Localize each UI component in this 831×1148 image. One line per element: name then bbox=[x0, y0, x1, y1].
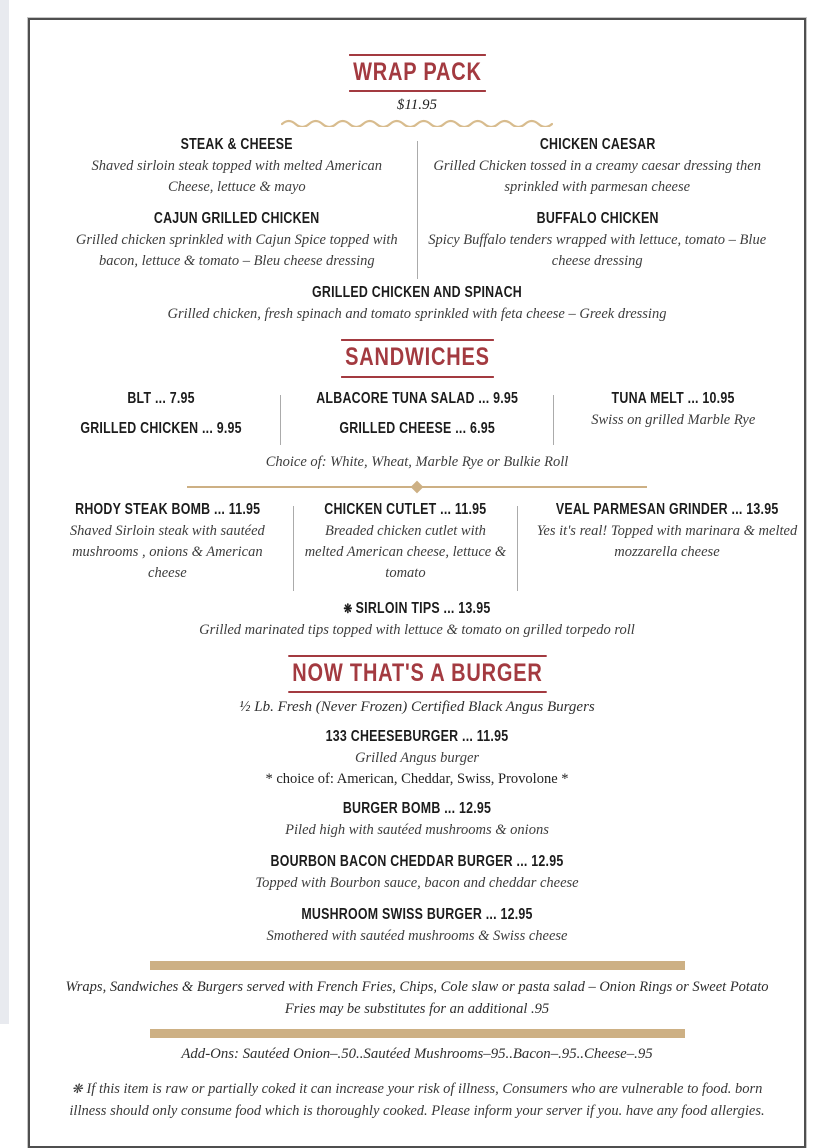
item-description: Breaded chicken cutlet with melted American cheese, lettuce & tomato bbox=[304, 522, 507, 581]
item-name: RHODY STEAK BOMB ... 11.95 bbox=[74, 500, 260, 518]
burgers-title: NOW THAT'S A BURGER bbox=[288, 655, 546, 693]
menu-item-cajun-grilled-chicken bbox=[57, 210, 416, 272]
menu-item-133-cheeseburger bbox=[30, 728, 804, 788]
item-name: BUFFALO CHICKEN bbox=[536, 210, 659, 228]
diamond-ornament bbox=[411, 480, 424, 493]
menu-item-sirloin-tips bbox=[30, 600, 804, 641]
menu-item-grilled-cheese bbox=[281, 420, 553, 438]
section-wrap-pack bbox=[30, 54, 804, 325]
sandwiches-row2 bbox=[42, 500, 798, 596]
menu-item-buffalo-chicken bbox=[418, 210, 777, 272]
sides-note: Wraps, Sandwiches & Burgers served with French Fries, Chips, Cole slaw or pasta salad – Onion Rings or Sweet Potato Fries may be substitutes for an additional .95 bbox=[65, 978, 769, 1017]
menu-item-mushroom-swiss-burger bbox=[30, 906, 804, 947]
addons-note: Add-Ons: Sautéed Onion–.50..Sautéed Mushrooms–95..Bacon–.95..Cheese–.95 bbox=[181, 1046, 653, 1063]
wrap-pack-right-column bbox=[418, 136, 777, 284]
item-name: GRILLED CHICKEN AND SPINACH bbox=[312, 284, 522, 302]
item-name: GRILLED CHICKEN ... 9.95 bbox=[79, 419, 242, 437]
item-name: ALBACORE TUNA SALAD ... 9.95 bbox=[316, 389, 518, 407]
menu-page bbox=[28, 18, 806, 1148]
raw-food-warning-icon: ❋ bbox=[71, 1081, 83, 1097]
section-footer-notes bbox=[30, 961, 804, 1123]
item-name: BURGER BOMB ... 12.95 bbox=[342, 799, 492, 817]
item-description: Topped with Bourbon sauce, bacon and cheddar cheese bbox=[255, 874, 579, 891]
wrap-pack-price: $11.95 bbox=[396, 97, 438, 114]
menu-item-chicken-caesar bbox=[418, 136, 777, 198]
item-name: BLT ... 7.95 bbox=[126, 389, 195, 407]
item-name: CAJUN GRILLED CHICKEN bbox=[154, 210, 320, 228]
cheese-choice-note: * choice of: American, Cheddar, Swiss, Provolone * bbox=[265, 770, 569, 787]
menu-item-grilled-chicken-sandwich bbox=[42, 420, 280, 438]
menu-item-steak-and-cheese bbox=[57, 136, 416, 198]
menu-item-albacore-tuna-salad bbox=[281, 390, 553, 408]
tan-divider-bar bbox=[150, 1029, 685, 1038]
item-description: Grilled Angus burger bbox=[354, 749, 480, 766]
menu-item-burger-bomb bbox=[30, 800, 804, 841]
sandwiches-title: SANDWICHES bbox=[341, 339, 494, 377]
item-description: Smothered with sautéed mushrooms & Swiss cheese bbox=[266, 927, 568, 944]
menu-item-bourbon-bacon-cheddar-burger bbox=[30, 853, 804, 894]
item-description: Shaved Sirloin steak with sautéed mushrooms , onions & American cheese bbox=[69, 522, 265, 581]
burgers-subtitle: ½ Lb. Fresh (Never Frozen) Certified Black Angus Burgers bbox=[239, 698, 595, 715]
item-name: TUNA MELT ... 10.95 bbox=[611, 389, 735, 407]
sandwiches-row1 bbox=[42, 390, 793, 450]
tan-divider-bar bbox=[150, 961, 685, 970]
item-name: GRILLED CHEESE ... 6.95 bbox=[339, 419, 495, 437]
ornament-divider bbox=[187, 486, 647, 488]
item-name: STEAK & CHEESE bbox=[180, 136, 293, 154]
item-name: 133 CHEESEBURGER ... 11.95 bbox=[325, 727, 509, 745]
item-description: Spicy Buffalo tenders wrapped with lettuce, tomato – Blue cheese dressing bbox=[428, 232, 767, 270]
item-description: Grilled chicken sprinkled with Cajun Spice topped with bacon, lettuce & tomato – Bleu cheese dressing bbox=[75, 232, 398, 270]
allergy-disclaimer bbox=[55, 1079, 780, 1123]
item-name: BOURBON BACON CHEDDAR BURGER ... 12.95 bbox=[270, 852, 564, 870]
sandwiches-col3 bbox=[554, 390, 792, 443]
viewer-left-edge bbox=[0, 0, 9, 1024]
bread-choice-note: Choice of: White, Wheat, Marble Rye or Bulkie Roll bbox=[265, 453, 569, 470]
item-description: Piled high with sautéed mushrooms & onions bbox=[285, 821, 549, 838]
wrap-pack-left-column bbox=[57, 136, 416, 284]
menu-item-blt bbox=[42, 390, 280, 408]
sandwiches-col1 bbox=[42, 390, 280, 450]
item-name: CHICKEN CUTLET ... 11.95 bbox=[324, 500, 487, 518]
wavy-divider bbox=[30, 117, 804, 127]
menu-item-veal-parmesan-grinder bbox=[518, 501, 816, 563]
menu-item-rhody-steak-bomb bbox=[42, 501, 293, 584]
item-description: Grilled Chicken tossed in a creamy caesar dressing then sprinkled with parmesan cheese bbox=[433, 158, 761, 196]
raw-food-warning-icon: ❋ bbox=[343, 600, 353, 616]
sandwiches-col2 bbox=[281, 390, 553, 450]
item-name-text: SIRLOIN TIPS ... 13.95 bbox=[355, 599, 491, 617]
wrap-pack-columns bbox=[57, 136, 777, 284]
menu-item-tuna-melt bbox=[554, 390, 792, 431]
item-name: CHICKEN CAESAR bbox=[539, 136, 656, 154]
menu-item-chicken-cutlet bbox=[294, 501, 517, 584]
item-description: Yes it's real! Topped with marinara & melted mozzarella cheese bbox=[536, 522, 798, 560]
item-description: Shaved sirloin steak topped with melted American Cheese, lettuce & mayo bbox=[91, 158, 383, 196]
menu-item-grilled-chicken-and-spinach bbox=[30, 284, 804, 325]
item-name: VEAL PARMESAN GRINDER ... 13.95 bbox=[555, 500, 779, 518]
allergy-disclaimer-text: If this item is raw or partially coked it can increase your risk of illness, Consumers who are vulnerable to food. born illness should only consume food which is thoroughly cooked. Please inform your server if you. have any food allergies. bbox=[69, 1081, 765, 1120]
item-description: Swiss on grilled Marble Rye bbox=[591, 411, 756, 428]
wrap-pack-title: WRAP PACK bbox=[349, 54, 486, 92]
item-description: Grilled marinated tips topped with lettuce & tomato on grilled torpedo roll bbox=[199, 621, 635, 638]
section-burgers bbox=[30, 655, 804, 947]
item-name: MUSHROOM SWISS BURGER ... 12.95 bbox=[301, 905, 533, 923]
item-description: Grilled chicken, fresh spinach and tomato sprinkled with feta cheese – Greek dressing bbox=[167, 306, 667, 323]
item-name bbox=[115, 600, 718, 618]
section-sandwiches bbox=[30, 339, 804, 640]
